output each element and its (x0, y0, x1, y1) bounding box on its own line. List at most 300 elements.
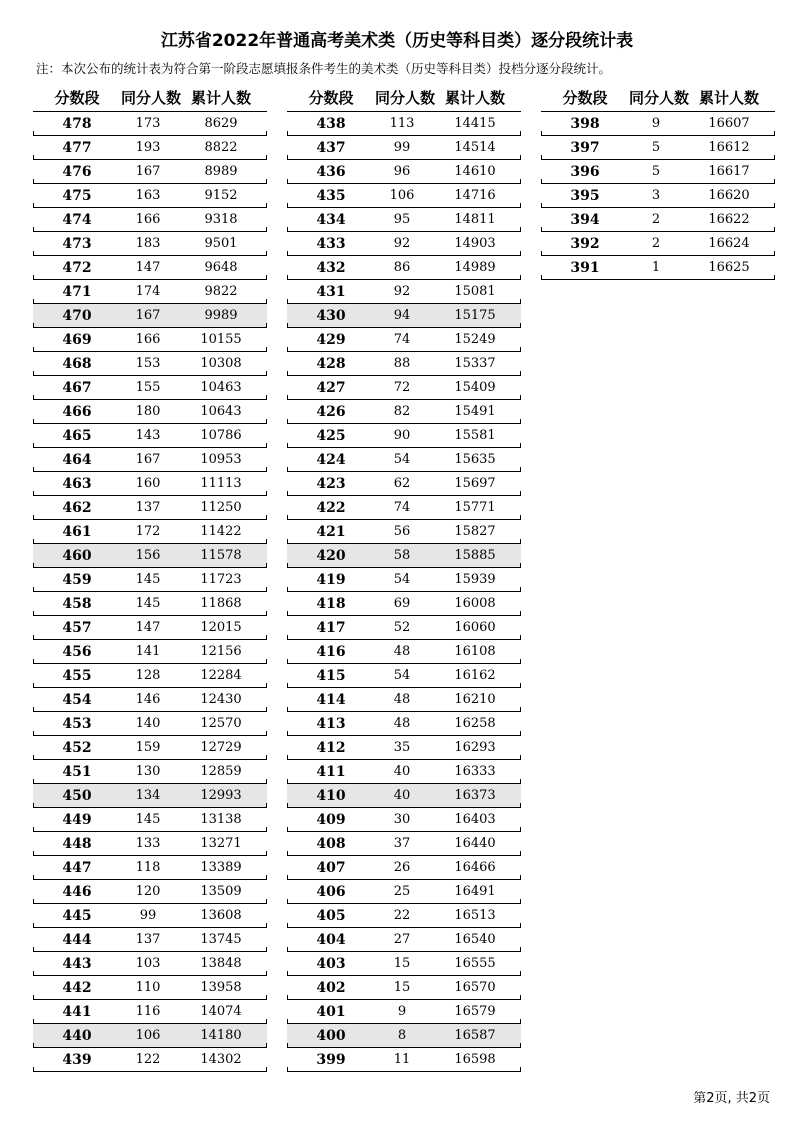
page-title: 江苏省2022年普通高考美术类（历史等科目类）逐分段统计表 (160, 31, 634, 51)
cell-score: 454 (62, 691, 92, 708)
cell-same-count: 106 (389, 188, 415, 203)
header-cumulative: 累计人数 (190, 89, 251, 107)
cell-score: 424 (316, 451, 346, 468)
cell-score: 478 (62, 115, 92, 132)
cell-same-count: 147 (135, 260, 161, 275)
cell-score: 428 (316, 355, 346, 372)
cell-score: 419 (316, 571, 346, 588)
table-row (287, 616, 521, 640)
cell-cumulative: 16210 (454, 692, 496, 707)
table-row (287, 352, 521, 376)
cell-score: 413 (316, 715, 346, 732)
table-row (33, 832, 267, 856)
cell-score: 477 (62, 139, 92, 156)
cell-same-count: 54 (393, 452, 411, 467)
cell-same-count: 27 (393, 932, 411, 947)
cell-same-count: 145 (135, 596, 161, 611)
table-row (33, 712, 267, 736)
cell-same-count: 25 (393, 884, 411, 899)
cell-cumulative: 12570 (200, 716, 242, 731)
table-column-3 (541, 84, 775, 280)
cell-score: 465 (62, 427, 92, 444)
cell-cumulative: 16624 (708, 236, 750, 251)
cell-same-count: 74 (393, 332, 411, 347)
cell-cumulative: 16622 (708, 212, 750, 227)
cell-cumulative: 16598 (454, 1052, 496, 1067)
cell-cumulative: 16293 (454, 740, 496, 755)
cell-same-count: 52 (393, 620, 411, 635)
cell-same-count: 69 (393, 596, 411, 611)
cell-cumulative: 10643 (200, 404, 242, 419)
cell-score: 444 (62, 931, 92, 948)
table-row (33, 616, 267, 640)
cell-same-count: 172 (135, 524, 161, 539)
cell-same-count: 8 (397, 1028, 407, 1043)
table-row (33, 640, 267, 664)
table-row (287, 928, 521, 952)
cell-score: 427 (316, 379, 346, 396)
table-row (33, 112, 267, 136)
table-row (33, 1024, 267, 1048)
cell-cumulative: 16579 (454, 1004, 496, 1019)
cell-cumulative: 12284 (200, 668, 242, 683)
table-row (33, 904, 267, 928)
cell-cumulative: 13138 (200, 812, 242, 827)
cell-cumulative: 16570 (454, 980, 496, 995)
header-score: 分数段 (308, 89, 354, 107)
cell-same-count: 26 (393, 860, 411, 875)
cell-cumulative: 15249 (454, 332, 496, 347)
cell-cumulative: 12156 (200, 644, 242, 659)
cell-score: 432 (316, 259, 346, 276)
cell-cumulative: 15635 (454, 452, 496, 467)
table-row (287, 184, 521, 208)
cell-cumulative: 9989 (204, 308, 238, 323)
cell-cumulative: 9152 (204, 188, 238, 203)
table-row (541, 184, 775, 208)
table-row (33, 1000, 267, 1024)
cell-score: 439 (62, 1051, 92, 1068)
cell-cumulative: 16162 (454, 668, 496, 683)
cell-score: 426 (316, 403, 346, 420)
cell-cumulative: 11578 (200, 548, 242, 563)
cell-same-count: 90 (393, 428, 411, 443)
cell-cumulative: 16333 (454, 764, 496, 779)
cell-cumulative: 14302 (200, 1052, 242, 1067)
cell-same-count: 48 (393, 716, 411, 731)
cell-score: 409 (316, 811, 346, 828)
cell-cumulative: 13958 (200, 980, 242, 995)
cell-same-count: 153 (135, 356, 161, 371)
cell-same-count: 99 (393, 140, 411, 155)
table-row (33, 856, 267, 880)
cell-score: 394 (570, 211, 600, 228)
cell-score: 434 (316, 211, 346, 228)
cell-score: 415 (316, 667, 346, 684)
table-rows (541, 112, 775, 280)
cell-cumulative: 15491 (454, 404, 496, 419)
cell-score: 460 (62, 547, 92, 564)
table-row (287, 736, 521, 760)
cell-same-count: 140 (135, 716, 161, 731)
cell-score: 458 (62, 595, 92, 612)
cell-score: 410 (316, 787, 346, 804)
cell-cumulative: 14610 (454, 164, 496, 179)
cell-score: 414 (316, 691, 346, 708)
cell-same-count: 99 (139, 908, 157, 923)
table-row (287, 160, 521, 184)
cell-score: 446 (62, 883, 92, 900)
cell-score: 398 (570, 115, 600, 132)
cell-score: 447 (62, 859, 92, 876)
table-header (541, 84, 775, 112)
cell-cumulative: 13608 (200, 908, 242, 923)
cell-same-count: 40 (393, 788, 411, 803)
cell-cumulative: 16060 (454, 620, 496, 635)
cell-same-count: 58 (393, 548, 411, 563)
cell-score: 453 (62, 715, 92, 732)
cell-cumulative: 10786 (200, 428, 242, 443)
cell-score: 403 (316, 955, 346, 972)
table-row (287, 1048, 521, 1072)
cell-same-count: 48 (393, 644, 411, 659)
table-row (33, 568, 267, 592)
cell-score: 473 (62, 235, 92, 252)
cell-same-count: 103 (135, 956, 161, 971)
cell-same-count: 92 (393, 236, 411, 251)
cell-same-count: 92 (393, 284, 411, 299)
cell-same-count: 2 (651, 212, 661, 227)
cell-same-count: 94 (393, 308, 411, 323)
table-row (287, 880, 521, 904)
cell-score: 404 (316, 931, 346, 948)
cell-score: 452 (62, 739, 92, 756)
cell-same-count: 193 (135, 140, 161, 155)
cell-cumulative: 16373 (454, 788, 496, 803)
cell-score: 438 (316, 115, 346, 132)
table-row (33, 760, 267, 784)
cell-cumulative: 15771 (454, 500, 496, 515)
cell-same-count: 1 (651, 260, 661, 275)
cell-same-count: 156 (135, 548, 161, 563)
cell-score: 449 (62, 811, 92, 828)
table-row (33, 184, 267, 208)
table-header (33, 84, 267, 112)
cell-cumulative: 15885 (454, 548, 496, 563)
cell-cumulative: 14811 (454, 212, 496, 227)
table-row (33, 328, 267, 352)
cell-same-count: 56 (393, 524, 411, 539)
table-row (33, 232, 267, 256)
table-row (287, 256, 521, 280)
cell-cumulative: 13745 (200, 932, 242, 947)
cell-cumulative: 15409 (454, 380, 496, 395)
table-row (287, 592, 521, 616)
cell-cumulative: 14415 (454, 116, 496, 131)
cell-same-count: 30 (393, 812, 411, 827)
cell-score: 476 (62, 163, 92, 180)
header-cumulative: 累计人数 (698, 89, 759, 107)
cell-score: 456 (62, 643, 92, 660)
cell-cumulative: 12993 (200, 788, 242, 803)
table-row (287, 112, 521, 136)
table-row (33, 544, 267, 568)
cell-same-count: 180 (135, 404, 161, 419)
table-row (33, 376, 267, 400)
cell-same-count: 134 (135, 788, 161, 803)
cell-cumulative: 15827 (454, 524, 496, 539)
table-row (541, 160, 775, 184)
cell-score: 450 (62, 787, 92, 804)
cell-cumulative: 14989 (454, 260, 496, 275)
cell-same-count: 11 (393, 1052, 411, 1067)
table-row (33, 592, 267, 616)
table-row (287, 568, 521, 592)
table-row (287, 976, 521, 1000)
table-row (541, 232, 775, 256)
table-row (33, 688, 267, 712)
cell-same-count: 147 (135, 620, 161, 635)
header-same-count: 同分人数 (121, 89, 182, 107)
cell-same-count: 145 (135, 572, 161, 587)
cell-cumulative: 13389 (200, 860, 242, 875)
cell-cumulative: 11868 (200, 596, 242, 611)
cell-cumulative: 15081 (454, 284, 496, 299)
cell-score: 397 (570, 139, 600, 156)
table-row (541, 256, 775, 280)
header-score: 分数段 (54, 89, 100, 107)
cell-same-count: 137 (135, 932, 161, 947)
cell-same-count: 86 (393, 260, 411, 275)
cell-score: 441 (62, 1003, 92, 1020)
table-row (287, 304, 521, 328)
cell-score: 470 (62, 307, 92, 324)
cell-score: 466 (62, 403, 92, 420)
cell-score: 399 (316, 1051, 346, 1068)
cell-same-count: 5 (651, 140, 661, 155)
cell-score: 405 (316, 907, 346, 924)
cell-same-count: 167 (135, 452, 161, 467)
cell-score: 469 (62, 331, 92, 348)
cell-cumulative: 15939 (454, 572, 496, 587)
cell-cumulative: 11113 (200, 476, 242, 491)
cell-score: 407 (316, 859, 346, 876)
cell-cumulative: 16108 (454, 644, 496, 659)
table-row (287, 760, 521, 784)
cell-same-count: 167 (135, 308, 161, 323)
cell-score: 437 (316, 139, 346, 156)
table-row (33, 520, 267, 544)
cell-same-count: 62 (393, 476, 411, 491)
cell-score: 416 (316, 643, 346, 660)
cell-score: 448 (62, 835, 92, 852)
cell-same-count: 167 (135, 164, 161, 179)
cell-cumulative: 16555 (454, 956, 496, 971)
cell-same-count: 120 (135, 884, 161, 899)
cell-same-count: 143 (135, 428, 161, 443)
cell-same-count: 9 (651, 116, 661, 131)
table-row (33, 472, 267, 496)
cell-same-count: 3 (651, 188, 661, 203)
table-row (541, 112, 775, 136)
table-note: 注：本次公布的统计表为符合第一阶段志愿填报条件考生的美术类（历史等科目类）投档分逐分段统计。 (36, 61, 612, 76)
cell-same-count: 48 (393, 692, 411, 707)
cell-same-count: 9 (397, 1004, 407, 1019)
cell-score: 467 (62, 379, 92, 396)
cell-same-count: 160 (135, 476, 161, 491)
cell-same-count: 146 (135, 692, 161, 707)
cell-cumulative: 15581 (454, 428, 496, 443)
cell-same-count: 145 (135, 812, 161, 827)
cell-cumulative: 10308 (200, 356, 242, 371)
cell-score: 401 (316, 1003, 346, 1020)
cell-score: 421 (316, 523, 346, 540)
cell-cumulative: 12859 (200, 764, 242, 779)
table-row (287, 424, 521, 448)
table-row (33, 256, 267, 280)
table-row (287, 448, 521, 472)
cell-score: 443 (62, 955, 92, 972)
table-row (33, 448, 267, 472)
cell-score: 402 (316, 979, 346, 996)
cell-same-count: 54 (393, 572, 411, 587)
cell-same-count: 37 (393, 836, 411, 851)
cell-cumulative: 14074 (200, 1004, 242, 1019)
cell-cumulative: 13271 (200, 836, 242, 851)
table-row (287, 808, 521, 832)
table-row (287, 208, 521, 232)
cell-same-count: 163 (135, 188, 161, 203)
table-rows (33, 112, 267, 1072)
table-row (287, 232, 521, 256)
cell-cumulative: 14514 (454, 140, 496, 155)
cell-same-count: 122 (135, 1052, 161, 1067)
cell-same-count: 106 (135, 1028, 161, 1043)
table-row (33, 880, 267, 904)
cell-same-count: 183 (135, 236, 161, 251)
table-column-2 (287, 84, 521, 1072)
cell-score: 431 (316, 283, 346, 300)
table-row (33, 952, 267, 976)
cell-cumulative: 12015 (200, 620, 242, 635)
cell-score: 417 (316, 619, 346, 636)
cell-same-count: 72 (393, 380, 411, 395)
cell-cumulative: 9648 (204, 260, 238, 275)
cell-score: 400 (316, 1027, 346, 1044)
header-same-count: 同分人数 (375, 89, 436, 107)
table-rows (287, 112, 521, 1072)
cell-same-count: 133 (135, 836, 161, 851)
table-row (287, 328, 521, 352)
cell-score: 425 (316, 427, 346, 444)
table-header (287, 84, 521, 112)
table-row (33, 424, 267, 448)
header-cumulative: 累计人数 (444, 89, 505, 107)
cell-same-count: 22 (393, 908, 411, 923)
cell-cumulative: 8629 (204, 116, 238, 131)
cell-score: 440 (62, 1027, 92, 1044)
cell-score: 474 (62, 211, 92, 228)
cell-score: 436 (316, 163, 346, 180)
cell-cumulative: 10953 (200, 452, 242, 467)
cell-score: 461 (62, 523, 92, 540)
table-row (287, 784, 521, 808)
cell-score: 435 (316, 187, 346, 204)
table-column-1 (33, 84, 267, 1072)
table-row (33, 400, 267, 424)
header-same-count: 同分人数 (629, 89, 690, 107)
cell-cumulative: 11250 (200, 500, 242, 515)
cell-same-count: 130 (135, 764, 161, 779)
cell-cumulative: 16617 (708, 164, 750, 179)
cell-cumulative: 16440 (454, 836, 496, 851)
cell-same-count: 166 (135, 332, 161, 347)
cell-same-count: 5 (651, 164, 661, 179)
cell-score: 462 (62, 499, 92, 516)
cell-same-count: 74 (393, 500, 411, 515)
cell-score: 392 (570, 235, 600, 252)
cell-same-count: 174 (135, 284, 161, 299)
cell-same-count: 173 (135, 116, 161, 131)
cell-cumulative: 16403 (454, 812, 496, 827)
cell-same-count: 54 (393, 668, 411, 683)
table-row (287, 472, 521, 496)
cell-score: 396 (570, 163, 600, 180)
cell-cumulative: 16625 (708, 260, 750, 275)
cell-score: 430 (316, 307, 346, 324)
cell-cumulative: 16620 (708, 188, 750, 203)
cell-same-count: 141 (135, 644, 161, 659)
table-row (287, 904, 521, 928)
cell-cumulative: 12729 (200, 740, 242, 755)
cell-cumulative: 16540 (454, 932, 496, 947)
table-row (33, 136, 267, 160)
cell-score: 411 (316, 763, 346, 780)
cell-same-count: 110 (135, 980, 161, 995)
cell-cumulative: 16466 (454, 860, 496, 875)
cell-cumulative: 14716 (454, 188, 496, 203)
cell-cumulative: 16612 (708, 140, 750, 155)
cell-same-count: 155 (135, 380, 161, 395)
cell-cumulative: 11723 (200, 572, 242, 587)
cell-cumulative: 12430 (200, 692, 242, 707)
cell-score: 412 (316, 739, 346, 756)
cell-score: 422 (316, 499, 346, 516)
cell-cumulative: 9501 (204, 236, 238, 251)
table-row (33, 280, 267, 304)
cell-cumulative: 13509 (200, 884, 242, 899)
table-row (33, 496, 267, 520)
cell-score: 391 (570, 259, 600, 276)
table-row (33, 1048, 267, 1072)
table-row (541, 208, 775, 232)
page-footer: 第2页, 共2页 (693, 1091, 770, 1106)
cell-same-count: 137 (135, 500, 161, 515)
cell-score: 420 (316, 547, 346, 564)
cell-same-count: 88 (393, 356, 411, 371)
cell-same-count: 96 (393, 164, 411, 179)
table-row (33, 736, 267, 760)
cell-cumulative: 15337 (454, 356, 496, 371)
cell-score: 442 (62, 979, 92, 996)
cell-same-count: 82 (393, 404, 411, 419)
cell-cumulative: 16258 (454, 716, 496, 731)
cell-same-count: 118 (135, 860, 161, 875)
cell-same-count: 15 (393, 980, 411, 995)
table-row (287, 640, 521, 664)
cell-cumulative: 16513 (454, 908, 496, 923)
cell-score: 459 (62, 571, 92, 588)
